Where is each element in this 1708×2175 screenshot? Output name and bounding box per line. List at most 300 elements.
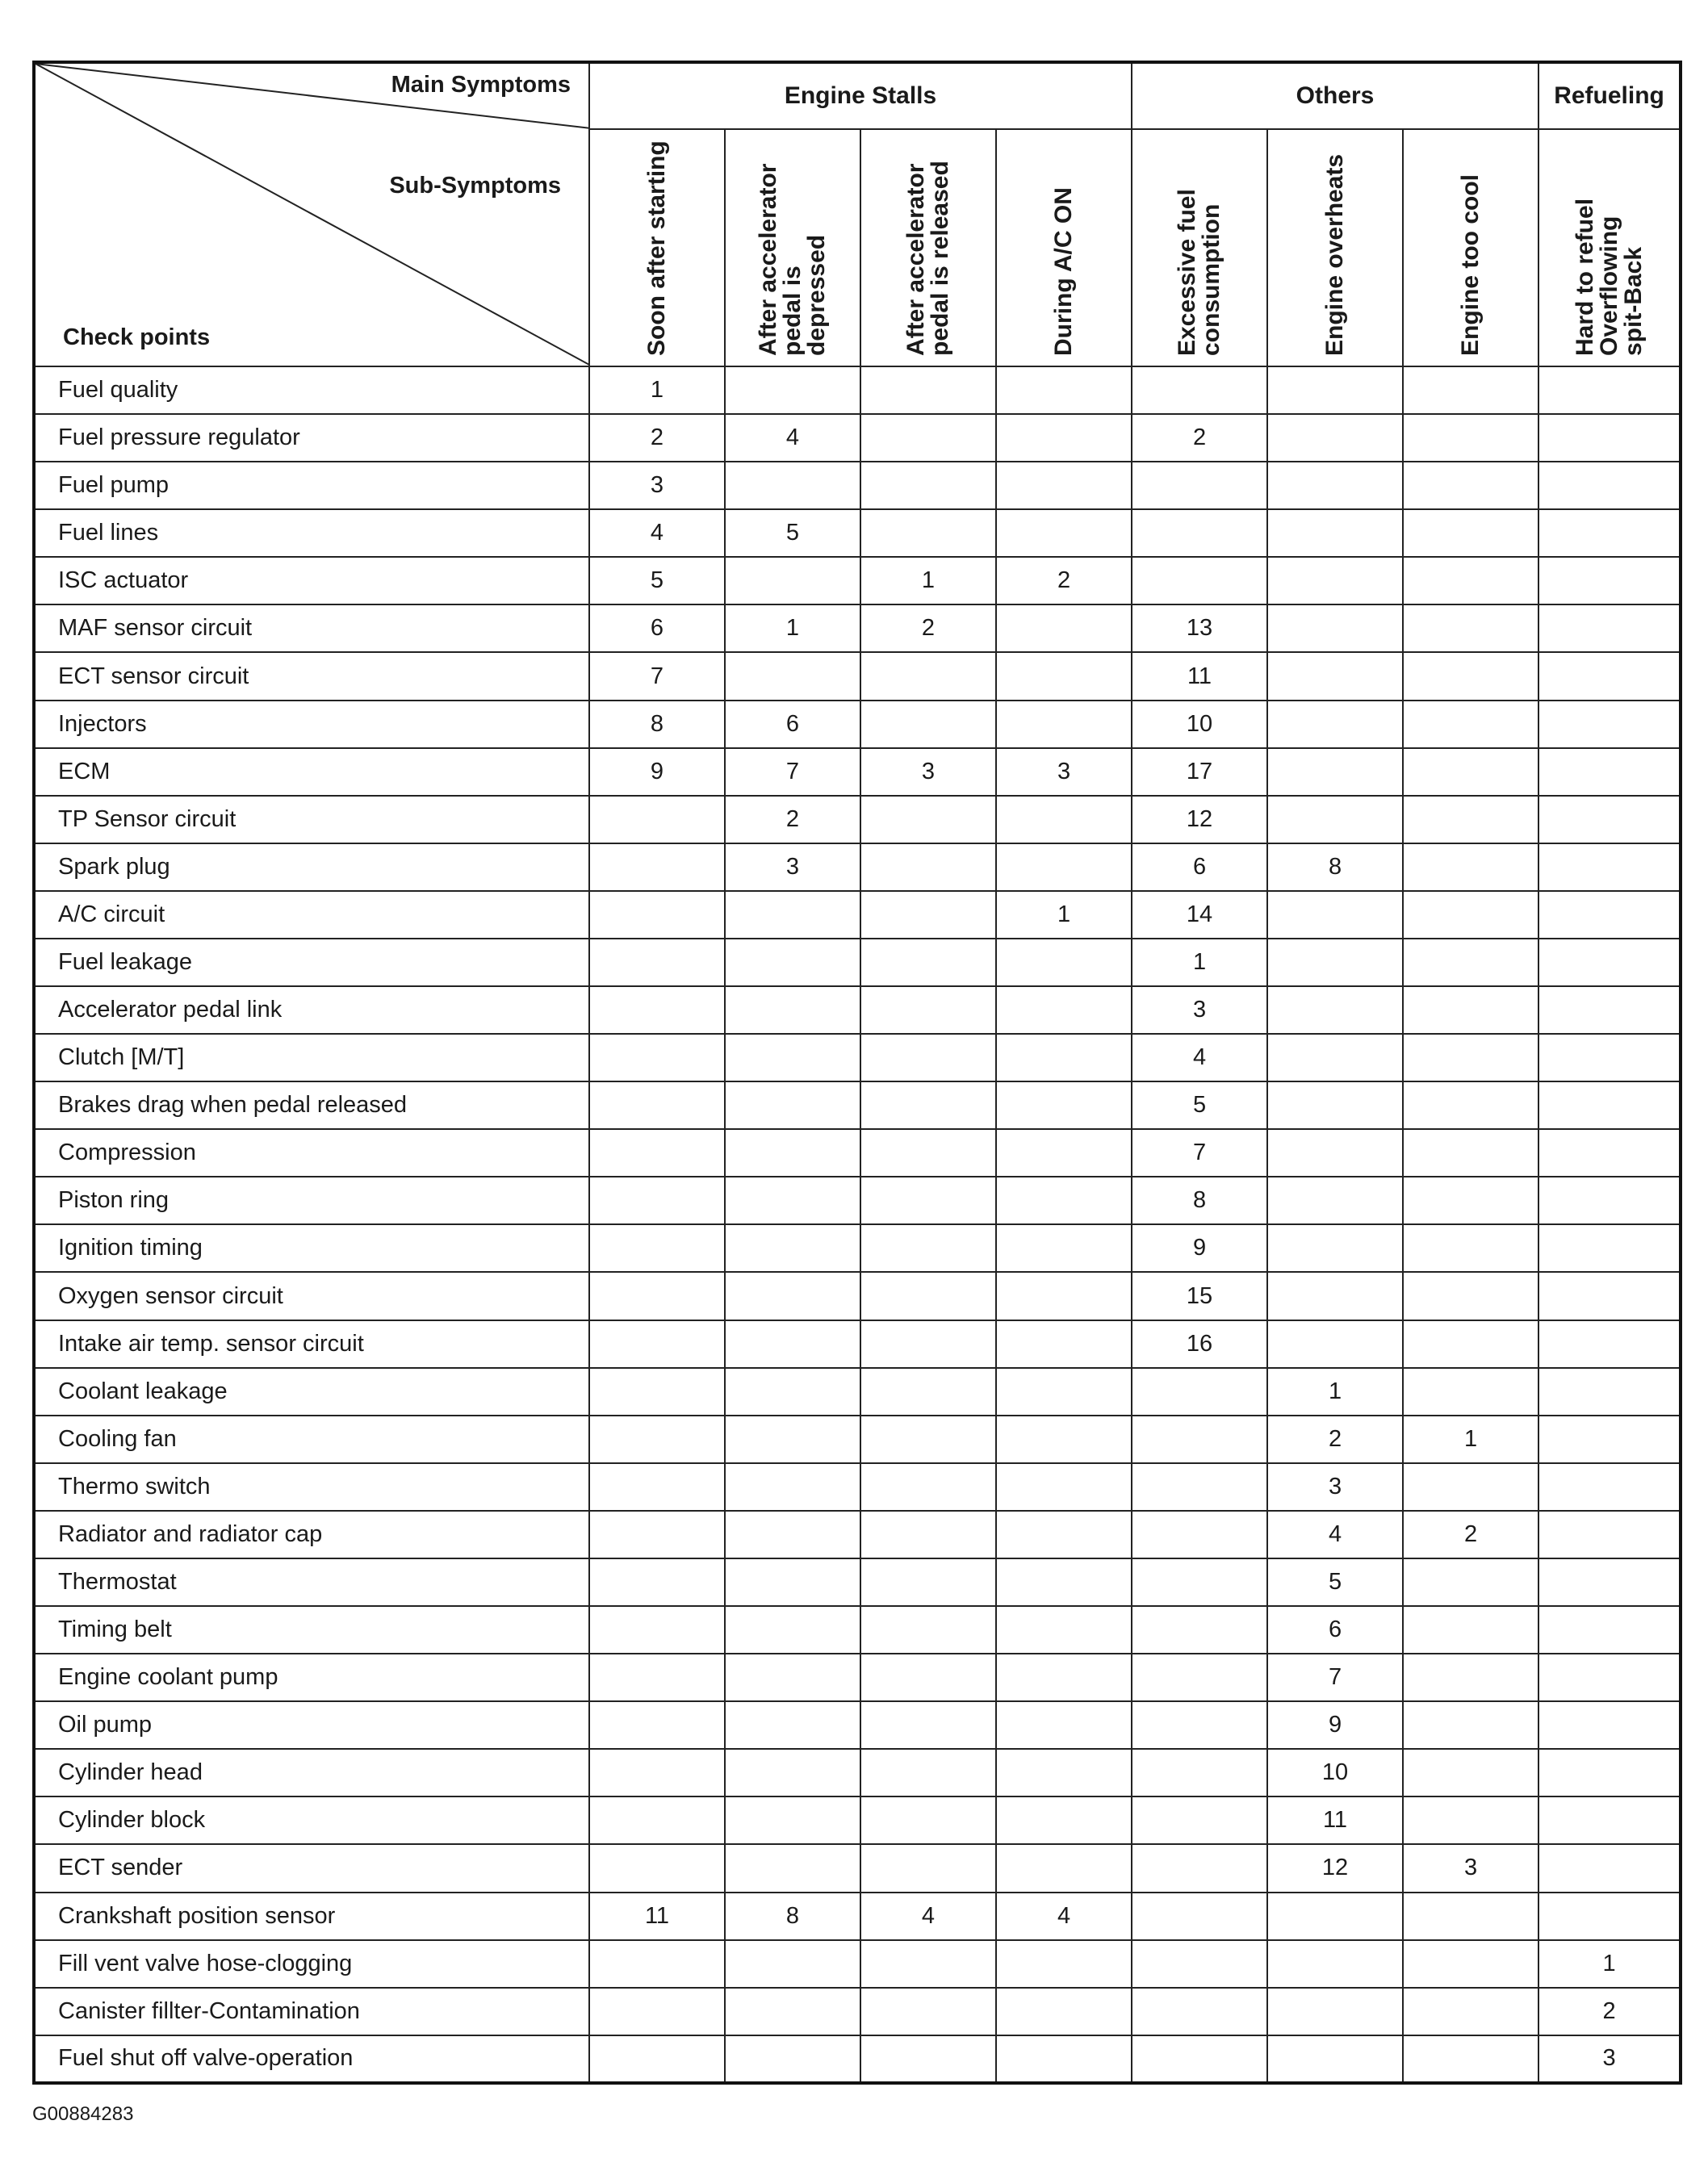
table-row [34, 1177, 1681, 1224]
priority-cell [1538, 1177, 1681, 1224]
priority-cell: 10 [1132, 701, 1267, 748]
check-point-label: Cylinder head [34, 1749, 589, 1796]
check-point-label: Fuel shut off valve-operation [34, 2035, 589, 2083]
priority-cell: 8 [725, 1893, 860, 1940]
priority-cell [1267, 1272, 1403, 1320]
priority-cell [1132, 1654, 1267, 1701]
priority-cell: 13 [1132, 604, 1267, 652]
priority-cell [1538, 986, 1681, 1034]
priority-cell: 11 [1132, 652, 1267, 700]
priority-cell [589, 1081, 725, 1129]
priority-cell [589, 1177, 725, 1224]
priority-cell [589, 1034, 725, 1081]
priority-cell [589, 1988, 725, 2035]
priority-cell [1403, 891, 1538, 939]
priority-cell: 4 [1132, 1034, 1267, 1081]
priority-cell [1267, 1988, 1403, 2035]
figure-code: G00884283 [32, 2103, 134, 2125]
priority-cell: 5 [725, 509, 860, 557]
priority-cell [1403, 1224, 1538, 1272]
check-point-label: Thermo switch [34, 1463, 589, 1511]
priority-cell: 2 [860, 604, 996, 652]
table-row [34, 604, 1681, 652]
priority-cell [1267, 1034, 1403, 1081]
priority-cell: 8 [1132, 1177, 1267, 1224]
check-point-label: Ignition timing [34, 1224, 589, 1272]
priority-cell [996, 1272, 1132, 1320]
priority-cell [1267, 1940, 1403, 1988]
check-point-label: Accelerator pedal link [34, 986, 589, 1034]
priority-cell [1267, 2035, 1403, 2083]
priority-cell: 7 [1267, 1654, 1403, 1701]
priority-cell [860, 796, 996, 843]
priority-cell [996, 1511, 1132, 1558]
symptom-checkpoint-table [32, 61, 1682, 2085]
table-row [34, 1844, 1681, 1892]
priority-cell [860, 1940, 996, 1988]
priority-cell [1538, 1749, 1681, 1796]
table-row [34, 557, 1681, 604]
priority-cell [1403, 1177, 1538, 1224]
priority-cell [860, 891, 996, 939]
priority-cell [860, 1796, 996, 1844]
priority-cell [996, 1654, 1132, 1701]
priority-cell: 1 [589, 366, 725, 414]
priority-cell [725, 1224, 860, 1272]
priority-cell [996, 652, 1132, 700]
check-point-label: Timing belt [34, 1606, 589, 1654]
priority-cell [996, 939, 1132, 986]
priority-cell: 6 [1267, 1606, 1403, 1654]
table-row [34, 843, 1681, 891]
priority-cell [1538, 843, 1681, 891]
priority-cell [1267, 366, 1403, 414]
priority-cell [1132, 509, 1267, 557]
priority-cell [589, 1940, 725, 1988]
table-row [34, 1988, 1681, 2035]
table-row [34, 1893, 1681, 1940]
priority-cell [1132, 557, 1267, 604]
priority-cell [996, 796, 1132, 843]
priority-cell [725, 1129, 860, 1177]
priority-cell [589, 1416, 725, 1463]
priority-cell [725, 1416, 860, 1463]
priority-cell [589, 1129, 725, 1177]
priority-cell [860, 1416, 996, 1463]
priority-cell [725, 1654, 860, 1701]
priority-cell [725, 1701, 860, 1749]
check-point-label: MAF sensor circuit [34, 604, 589, 652]
sub-symptom-header [589, 129, 725, 366]
priority-cell [589, 1463, 725, 1511]
priority-cell [1403, 509, 1538, 557]
priority-cell [1132, 366, 1267, 414]
priority-cell: 8 [589, 701, 725, 748]
priority-cell [1538, 1654, 1681, 1701]
table-row [34, 1034, 1681, 1081]
table-row [34, 1416, 1681, 1463]
sub-symptom-label: Soon after starting [643, 140, 670, 356]
priority-cell [1538, 1893, 1681, 1940]
priority-cell: 11 [1267, 1796, 1403, 1844]
priority-cell [1538, 652, 1681, 700]
priority-cell [725, 986, 860, 1034]
priority-cell [1267, 414, 1403, 462]
priority-cell [860, 843, 996, 891]
check-point-label: Fill vent valve hose-clogging [34, 1940, 589, 1988]
priority-cell: 5 [589, 557, 725, 604]
priority-cell [1403, 986, 1538, 1034]
priority-cell [1403, 1654, 1538, 1701]
priority-cell [996, 1606, 1132, 1654]
priority-cell [860, 1988, 996, 2035]
group-header-others: Others [1132, 62, 1538, 129]
priority-cell [860, 1749, 996, 1796]
priority-cell [996, 2035, 1132, 2083]
table-row [34, 414, 1681, 462]
priority-cell [589, 1654, 725, 1701]
priority-cell [725, 1796, 860, 1844]
priority-cell: 6 [725, 701, 860, 748]
priority-cell [860, 1177, 996, 1224]
priority-cell [1538, 1606, 1681, 1654]
table-row [34, 1129, 1681, 1177]
priority-cell [996, 366, 1132, 414]
priority-cell [725, 462, 860, 509]
table-row [34, 509, 1681, 557]
sub-symptom-label: Engine overheats [1321, 153, 1349, 356]
priority-cell [589, 843, 725, 891]
priority-cell [1538, 1081, 1681, 1129]
priority-cell [1403, 652, 1538, 700]
priority-cell [1538, 604, 1681, 652]
priority-cell [1132, 1463, 1267, 1511]
priority-cell: 5 [1267, 1558, 1403, 1606]
priority-cell: 15 [1132, 1272, 1267, 1320]
table-row [34, 1272, 1681, 1320]
priority-cell [996, 701, 1132, 748]
priority-cell [1403, 1749, 1538, 1796]
priority-cell [1403, 1129, 1538, 1177]
priority-cell [996, 1177, 1132, 1224]
table-row [34, 701, 1681, 748]
priority-cell [860, 2035, 996, 2083]
priority-cell [996, 1416, 1132, 1463]
priority-cell: 8 [1267, 843, 1403, 891]
priority-cell: 1 [725, 604, 860, 652]
priority-cell [996, 1034, 1132, 1081]
priority-cell [1403, 1988, 1538, 2035]
priority-cell: 1 [860, 557, 996, 604]
check-point-label: Oxygen sensor circuit [34, 1272, 589, 1320]
priority-cell [996, 509, 1132, 557]
priority-cell [1403, 1940, 1538, 1988]
priority-cell [1538, 1796, 1681, 1844]
table-row [34, 1654, 1681, 1701]
priority-cell [860, 366, 996, 414]
table-row [34, 748, 1681, 796]
table-row [34, 939, 1681, 986]
priority-cell [1132, 1606, 1267, 1654]
priority-cell [996, 1701, 1132, 1749]
priority-cell [725, 1368, 860, 1416]
priority-cell [1538, 414, 1681, 462]
table-row [34, 1749, 1681, 1796]
check-point-label: Cooling fan [34, 1416, 589, 1463]
priority-cell [996, 1368, 1132, 1416]
priority-cell [1267, 1177, 1403, 1224]
priority-cell: 3 [1132, 986, 1267, 1034]
priority-cell: 2 [1267, 1416, 1403, 1463]
priority-cell [1132, 1701, 1267, 1749]
priority-cell [725, 1320, 860, 1368]
sub-symptom-label: After accelerator pedal is released [902, 161, 953, 356]
priority-cell [589, 1272, 725, 1320]
priority-cell [1267, 891, 1403, 939]
priority-cell [1267, 1224, 1403, 1272]
priority-cell [996, 1558, 1132, 1606]
check-point-label: Fuel pressure regulator [34, 414, 589, 462]
table-row [34, 1224, 1681, 1272]
priority-cell [1403, 1796, 1538, 1844]
priority-cell: 1 [1538, 1940, 1681, 1988]
priority-cell: 9 [1132, 1224, 1267, 1272]
priority-cell [589, 1558, 725, 1606]
priority-cell [1403, 701, 1538, 748]
table-row [34, 1320, 1681, 1368]
priority-cell [860, 939, 996, 986]
priority-cell [860, 414, 996, 462]
check-point-label: Piston ring [34, 1177, 589, 1224]
check-point-label: Clutch [M/T] [34, 1034, 589, 1081]
check-point-label: Fuel lines [34, 509, 589, 557]
priority-cell [725, 2035, 860, 2083]
priority-cell [725, 1844, 860, 1892]
priority-cell [589, 1844, 725, 1892]
priority-cell [1403, 1081, 1538, 1129]
priority-cell: 1 [1267, 1368, 1403, 1416]
priority-cell: 2 [1403, 1511, 1538, 1558]
priority-cell [1403, 604, 1538, 652]
priority-cell: 17 [1132, 748, 1267, 796]
priority-cell [589, 2035, 725, 2083]
priority-cell [860, 1511, 996, 1558]
priority-cell [589, 1368, 725, 1416]
priority-cell [1132, 1988, 1267, 2035]
priority-cell [1267, 1129, 1403, 1177]
check-point-label: Brakes drag when pedal released [34, 1081, 589, 1129]
sub-symptom-header [996, 129, 1132, 366]
sub-symptom-header [1538, 129, 1681, 366]
check-point-label: Fuel quality [34, 366, 589, 414]
table-row [34, 1940, 1681, 1988]
priority-cell [860, 701, 996, 748]
priority-cell [725, 1177, 860, 1224]
priority-cell [1403, 748, 1538, 796]
sub-symptom-label: Engine too cool [1457, 174, 1484, 356]
check-point-label: Intake air temp. sensor circuit [34, 1320, 589, 1368]
priority-cell [1538, 1320, 1681, 1368]
priority-cell [1132, 462, 1267, 509]
priority-cell [996, 1796, 1132, 1844]
check-point-label: Crankshaft position sensor [34, 1893, 589, 1940]
priority-cell [860, 1701, 996, 1749]
priority-cell [1267, 509, 1403, 557]
sub-symptom-header [1132, 129, 1267, 366]
table-row [34, 1558, 1681, 1606]
priority-cell [725, 366, 860, 414]
priority-cell [1538, 939, 1681, 986]
priority-cell [1267, 1893, 1403, 1940]
table-row [34, 1368, 1681, 1416]
priority-cell [996, 462, 1132, 509]
priority-cell [1403, 1320, 1538, 1368]
priority-cell [1267, 1320, 1403, 1368]
priority-cell [1538, 1034, 1681, 1081]
check-point-rows [34, 366, 1681, 2083]
priority-cell: 4 [1267, 1511, 1403, 1558]
priority-cell: 4 [996, 1893, 1132, 1940]
priority-cell: 6 [1132, 843, 1267, 891]
priority-cell: 6 [589, 604, 725, 652]
table-row [34, 891, 1681, 939]
table-row [34, 2035, 1681, 2083]
table-row [34, 1606, 1681, 1654]
check-point-label: A/C circuit [34, 891, 589, 939]
priority-cell [1267, 701, 1403, 748]
priority-cell: 2 [996, 557, 1132, 604]
priority-cell [1132, 1511, 1267, 1558]
priority-cell [1538, 1844, 1681, 1892]
priority-cell: 7 [589, 652, 725, 700]
priority-cell [860, 652, 996, 700]
header-group-row [34, 62, 1681, 129]
priority-cell: 14 [1132, 891, 1267, 939]
sub-symptom-label: During A/C ON [1050, 187, 1077, 356]
priority-cell [1403, 1558, 1538, 1606]
priority-cell [1403, 796, 1538, 843]
priority-cell: 3 [1403, 1844, 1538, 1892]
group-header-engine-stalls: Engine Stalls [589, 62, 1132, 129]
priority-cell [1403, 1034, 1538, 1081]
priority-cell [860, 1272, 996, 1320]
priority-cell: 9 [1267, 1701, 1403, 1749]
priority-cell: 5 [1132, 1081, 1267, 1129]
priority-cell [589, 796, 725, 843]
table-row [34, 1081, 1681, 1129]
priority-cell [1403, 2035, 1538, 2083]
priority-cell [996, 1940, 1132, 1988]
priority-cell [860, 1224, 996, 1272]
priority-cell [1132, 1940, 1267, 1988]
check-point-label: Fuel pump [34, 462, 589, 509]
priority-cell [860, 1320, 996, 1368]
priority-cell [1538, 1701, 1681, 1749]
priority-cell [589, 1511, 725, 1558]
priority-cell [589, 939, 725, 986]
sub-symptom-header [1403, 129, 1538, 366]
priority-cell [996, 1129, 1132, 1177]
sub-symptom-label: Hard to refuel Overflowing spit-Back [1571, 198, 1647, 356]
priority-cell [589, 891, 725, 939]
group-header-refueling: Refueling [1538, 62, 1681, 129]
priority-cell [589, 1749, 725, 1796]
check-point-label: ECT sender [34, 1844, 589, 1892]
priority-cell [1267, 986, 1403, 1034]
priority-cell: 1 [996, 891, 1132, 939]
priority-cell [860, 1558, 996, 1606]
priority-cell [725, 891, 860, 939]
priority-cell [589, 1701, 725, 1749]
priority-cell: 4 [860, 1893, 996, 1940]
table-row [34, 1463, 1681, 1511]
priority-cell [1403, 1606, 1538, 1654]
diagnosis-table-container [32, 61, 1679, 2085]
check-point-label: Injectors [34, 701, 589, 748]
priority-cell [860, 1844, 996, 1892]
table-row [34, 652, 1681, 700]
priority-cell: 2 [725, 796, 860, 843]
priority-cell [725, 1511, 860, 1558]
priority-cell [1538, 701, 1681, 748]
priority-cell [1403, 1701, 1538, 1749]
priority-cell [1132, 2035, 1267, 2083]
priority-cell [996, 1081, 1132, 1129]
priority-cell [725, 1463, 860, 1511]
priority-cell: 7 [725, 748, 860, 796]
check-point-label: Cylinder block [34, 1796, 589, 1844]
check-point-label: Fuel leakage [34, 939, 589, 986]
priority-cell: 1 [1132, 939, 1267, 986]
priority-cell [860, 462, 996, 509]
priority-cell [1538, 1558, 1681, 1606]
priority-cell [725, 939, 860, 986]
priority-cell [1538, 1129, 1681, 1177]
priority-cell [1403, 414, 1538, 462]
priority-cell [996, 1988, 1132, 2035]
priority-cell [1403, 843, 1538, 891]
priority-cell [1403, 1893, 1538, 1940]
priority-cell [996, 1224, 1132, 1272]
priority-cell [1538, 1272, 1681, 1320]
table-row [34, 1511, 1681, 1558]
priority-cell [1267, 1081, 1403, 1129]
check-point-label: Radiator and radiator cap [34, 1511, 589, 1558]
check-points-label: Check points [63, 324, 211, 350]
table-row [34, 366, 1681, 414]
priority-cell [725, 652, 860, 700]
priority-cell [725, 557, 860, 604]
priority-cell [996, 1463, 1132, 1511]
priority-cell [1538, 509, 1681, 557]
priority-cell [1538, 1463, 1681, 1511]
priority-cell: 12 [1267, 1844, 1403, 1892]
priority-cell: 4 [589, 509, 725, 557]
priority-cell [1132, 1893, 1267, 1940]
sub-symptom-header [1267, 129, 1403, 366]
corner-header-cell [34, 62, 589, 366]
priority-cell [589, 986, 725, 1034]
priority-cell [860, 1606, 996, 1654]
priority-cell [589, 1320, 725, 1368]
priority-cell [860, 1081, 996, 1129]
priority-cell [1132, 1844, 1267, 1892]
priority-cell [996, 986, 1132, 1034]
priority-cell: 3 [589, 462, 725, 509]
priority-cell: 1 [1403, 1416, 1538, 1463]
priority-cell [1267, 652, 1403, 700]
priority-cell [1403, 1272, 1538, 1320]
